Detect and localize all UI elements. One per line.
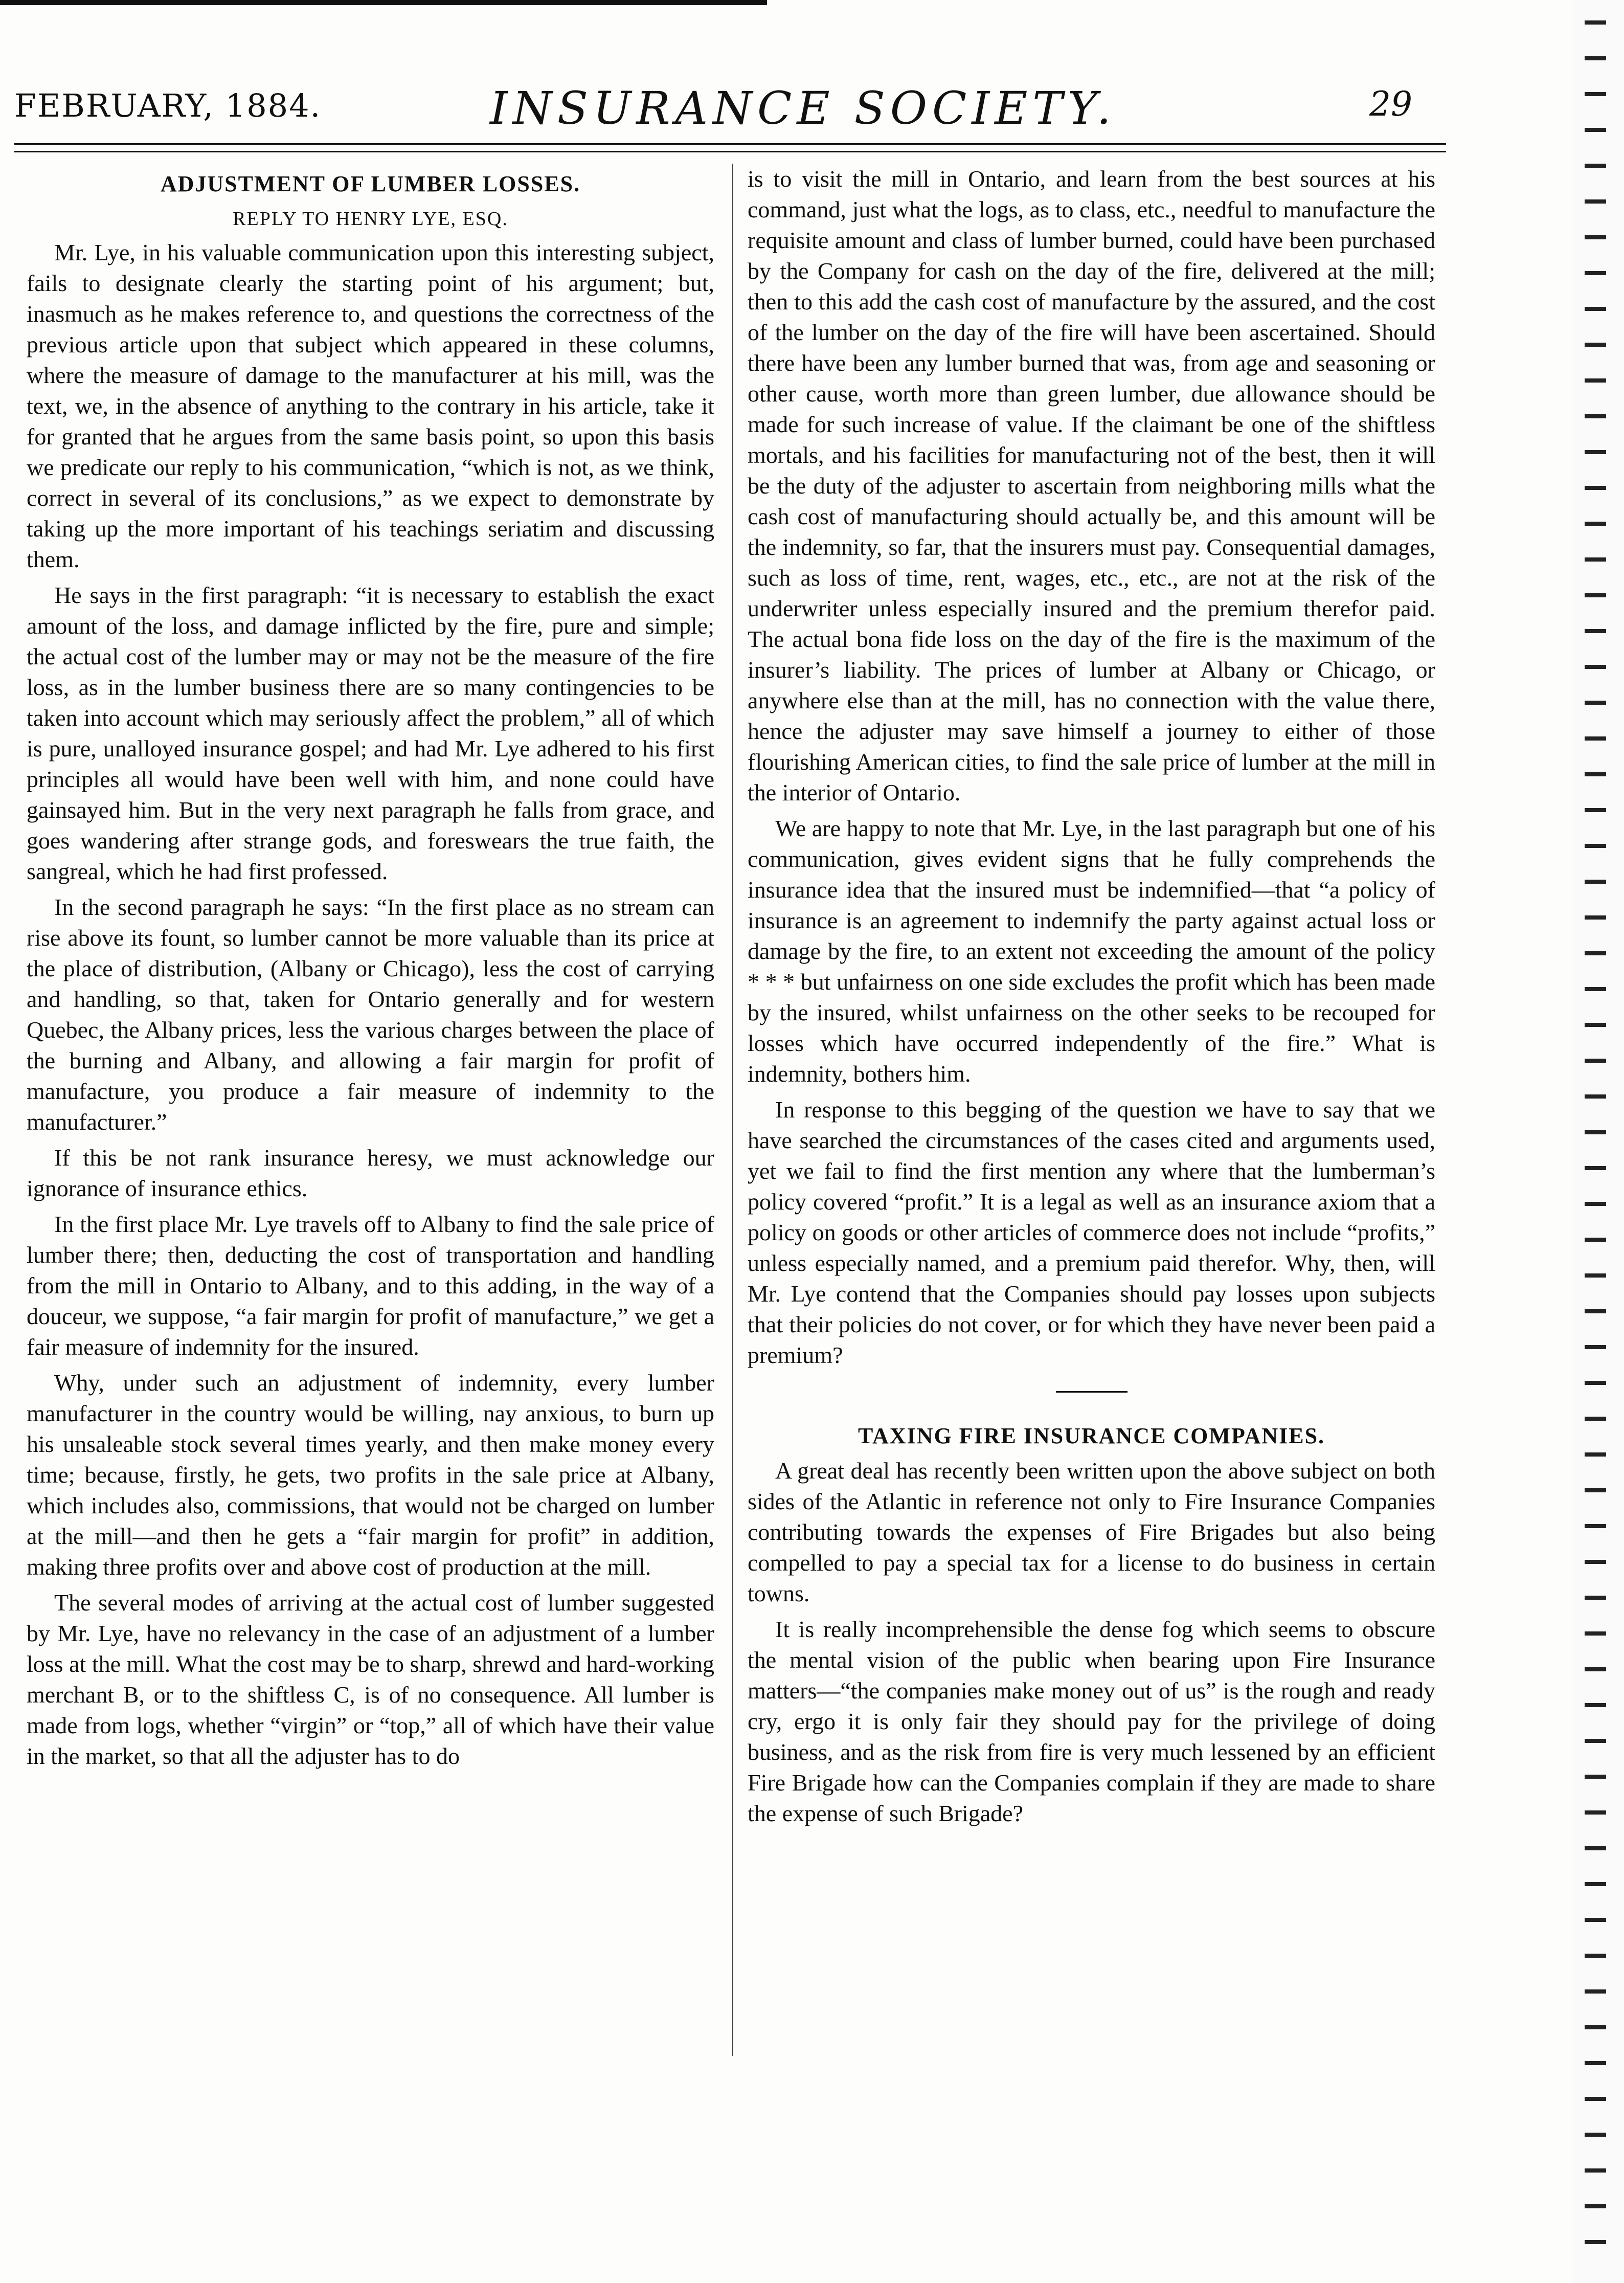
top-edge-rule: [0, 0, 767, 5]
binding-tick: [1585, 343, 1606, 347]
paragraph: Mr. Lye, in his valuable communication upon this interesting subject, fails to designate clearly the starting point of his argument; but, inasmuch as he makes reference to, and questions the correctness of the previous article upon that subject which appeared in these columns, where the measure of damage to the manufacturer at his mill, was the text, we, in the absence of anything to the contrary in his article, take it for granted that he argues from the same basis point, so upon this basis we predicate our reply to his communication, “which is not, as we think, correct in several of its conclusions,” as we expect to demonstrate by taking up the more important of his teachings seriatim and discussing them.: [27, 239, 714, 572]
paragraph: A great deal has recently been written upon the above subject on both sides of the Atlantic in reference not only to Fire Insurance Companies contributing towards the expenses of Fire Brigades but also being compelled to pay a special tax for a license to do business in certain towns.: [748, 1458, 1435, 1606]
article-subtitle: REPLY TO HENRY LYE, ESQ.: [233, 208, 508, 230]
article-title: TAXING FIRE INSURANCE COMPANIES.: [858, 1423, 1325, 1448]
left-column: [27, 169, 714, 1777]
binding-tick: [1585, 2133, 1606, 2137]
running-header: [14, 82, 1446, 143]
binding-tick: [1585, 772, 1606, 776]
binding-tick: [1585, 486, 1606, 490]
binding-tick: [1585, 92, 1606, 96]
binding-tick: [1585, 1309, 1606, 1313]
binding-tick: [1585, 307, 1606, 311]
binding-tick: [1585, 1130, 1606, 1134]
paragraph: The several modes of arriving at the actual cost of lumber suggested by Mr. Lye, have no relevancy in the case of an adjustment of a lumber loss at the mill. What the cost may be to sharp, shrewd and hard-working merchant B, or to the shiftless C, is of no consequence. All lumber is made from logs, whether “virgin” or “top,” all of which have their value in the market, so that all the adjuster has to do: [27, 1590, 714, 1769]
binding-tick: [1585, 593, 1606, 597]
binding-tick: [1585, 2097, 1606, 2101]
binding-tick: [1585, 2204, 1606, 2208]
binding-tick: [1585, 1238, 1606, 1242]
binding-tick: [1585, 1023, 1606, 1027]
binding-tick: [1585, 1524, 1606, 1528]
paragraph: We are happy to note that Mr. Lye, in the last paragraph but one of his communication, gives evident signs that he fully comprehends the insurance idea that the insured must be indemnified—that “a policy of insurance is an agreement to indemnify the party against actual loss or damage by the fire, to an extent not exceeding the amount of the policy * * * but unfairness on one side excludes the profit which has been made by the insured, whilst unfairness on the other seeks to be recouped for losses which have occurred independently of the fire.” What is indemnity, bothers him.: [748, 815, 1435, 1087]
binding-tick: [1585, 1417, 1606, 1421]
binding-tick: [1585, 1345, 1606, 1349]
binding-tick: [1585, 1560, 1606, 1564]
binding-tick: [1585, 1989, 1606, 1994]
binding-tick: [1585, 20, 1606, 25]
binding-tick: [1585, 1452, 1606, 1457]
binding-tick: [1585, 271, 1606, 275]
right-column: [748, 164, 1435, 1834]
binding-tick: [1585, 2025, 1606, 2029]
binding-tick: [1585, 1846, 1606, 1850]
binding-tick: [1585, 557, 1606, 562]
page-number: 29: [1369, 84, 1412, 124]
binding-tick: [1585, 1273, 1606, 1278]
binding-tick: [1585, 951, 1606, 955]
binding-tick: [1585, 915, 1606, 920]
binding-tick: [1585, 56, 1606, 60]
paragraph: In the second paragraph he says: “In the first place as no stream can rise above its fount, so lumber cannot be more valuable than its price at the place of distribution, (Albany or Chicago), less the cost of carrying and handling, so that, taken for Ontario generally and for western Quebec, the Albany prices, less the various charges between the place of the burning and Albany, and allowing a fair margin for profit of manufacture, you produce a fair measure of indemnity to the manufacturer.”: [27, 894, 714, 1135]
binding-tick: [1585, 1202, 1606, 1206]
binding-tick: [1585, 736, 1606, 741]
binding-tick: [1585, 629, 1606, 633]
binding-tick: [1585, 1094, 1606, 1099]
paragraph: If this be not rank insurance heresy, we must acknowledge our ignorance of insurance ethics.: [27, 1145, 714, 1201]
binding-tick: [1585, 1381, 1606, 1385]
paragraph: In the first place Mr. Lye travels off to Albany to find the sale price of lumber there; then, deducting the cost of transportation and handling from the mill in Ontario to Albany, and to this adding, in the way of a douceur, we suppose, “a fair margin for profit of manufacture,” we get a fair measure of indemnity for the insured.: [27, 1211, 714, 1360]
binding-tick: [1585, 199, 1606, 204]
binding-tick: [1585, 522, 1606, 526]
binding-tick: [1585, 1954, 1606, 1958]
binding-tick: [1585, 808, 1606, 812]
binding-tick: [1585, 1882, 1606, 1886]
paragraph: Why, under such an adjustment of indemnity, every lumber manufacturer in the country would be willing, nay anxious, to burn up his unsaleable stock several times yearly, and then make money every time; because, firstly, he gets, two profits in the sale price at Albany, which includes also, commissions, that would not be charged on lumber at the mill—and then he gets a “fair margin for profit” in addition, making three profits over and above cost of production at the mill.: [27, 1370, 714, 1580]
binding-tick: [1585, 880, 1606, 884]
binding-tick: [1585, 378, 1606, 383]
binding-tick: [1585, 414, 1606, 418]
binding-tick: [1585, 1667, 1606, 1671]
journal-title: INSURANCE SOCIETY.: [490, 82, 1116, 135]
column-divider: [732, 164, 733, 2056]
binding-tick: [1585, 2168, 1606, 2173]
paragraph: is to visit the mill in Ontario, and learn from the best sources at his command, just what the logs, as to class, etc., needful to manufacture the requisite amount and class of lumber burned, could have been purchased by the Company for cash on the day of the fire, delivered at the mill; then to this add the cash cost of manufacture by the assured, and the cost of the lumber on the day of the fire will have been ascertained. Should there have been any lumber burned that was, from age and seasoning or other cause, worth more than green lumber, due allowance should be made for such increase of value. If the claimant be one of the shiftless mortals, and his facilities for manufacturing not of the best, then it will be the duty of the adjuster to ascertain from neighboring mills what the cash cost of manufacturing should actually be, and this amount will be the indemnity, so far, that the insurers must pay. Consequential damages, such as loss of time, rent, wages, etc., etc., are not at the risk of the underwriter unless especially insured and the premium therefor paid. The actual bona fide loss on the day of the fire is the maximum of the insurer’s liability. The prices of lumber at Albany or Chicago, or anywhere else than at the mill, has no connection with the value there, hence the adjuster may save himself a journey to either of those flourishing American cities, to find the sale price of lumber at the mill in the interior of Ontario.: [748, 166, 1435, 805]
binding-tick: [1585, 1596, 1606, 1600]
header-double-rule: [14, 143, 1446, 152]
binding-tick: [1585, 1488, 1606, 1492]
binding-tick: [1585, 128, 1606, 132]
binding-tick: [1585, 844, 1606, 848]
binding-tick: [1585, 1739, 1606, 1743]
binding-tick: [1585, 1059, 1606, 1063]
issue-date: FEBRUARY, 1884.: [14, 87, 322, 124]
binding-tick: [1585, 235, 1606, 239]
binding-tick: [1585, 665, 1606, 669]
binding-tick: [1585, 1810, 1606, 1815]
binding-tick: [1585, 450, 1606, 454]
binding-tick: [1585, 987, 1606, 991]
binding-tick: [1585, 1703, 1606, 1707]
paragraph: He says in the first paragraph: “it is necessary to establish the exact amount of the loss, and damage inflicted by the fire, pure and simple; the actual cost of the lumber may or may not be the measure of the fire loss, as in the lumber business there are so many contingencies to be taken into account which may seriously affect the problem,” all of which is pure, unalloyed insurance gospel; and had Mr. Lye adhered to his first principles all would have been well with him, and none could have gainsayed him. But in the very next paragraph he falls from grace, and goes wandering after strange gods, and foreswears the true faith, the sangreal, which he had first professed.: [27, 582, 714, 884]
paragraph: It is really incomprehensible the dense fog which seems to obscure the mental vision of the public when bearing upon Fire Insurance matters—“the companies make money out of us” is the rough and ready cry, ergo it is only fair they should pay for the privilege of doing business, and as the risk from fire is very much lessened by an efficient Fire Brigade how can the Companies complain if they are made to share the expense of such Brigade?: [748, 1616, 1435, 1826]
binding-tick: [1585, 1918, 1606, 1922]
binding-tick: [1585, 701, 1606, 705]
binding-tick: [1585, 1775, 1606, 1779]
binding-tick: [1585, 164, 1606, 168]
binding-tick: [1585, 2061, 1606, 2065]
binding-tick: [1585, 1166, 1606, 1170]
article-title: ADJUSTMENT OF LUMBER LOSSES.: [160, 171, 581, 196]
section-separator: [1056, 1391, 1127, 1393]
paragraph: In response to this begging of the question we have to say that we have searched the circumstances of the cases cited and arguments used, yet we fail to find the first mention any where that the lumberman’s policy covered “profit.” It is a legal as well as an insurance axiom that a policy on goods or other articles of commerce does not include “profits,” unless especially named, and a premium paid therefor. Why, then, will Mr. Lye contend that the Companies should pay losses upon subjects that their policies do not cover, or for which they have never been paid a premium?: [748, 1096, 1435, 1368]
binding-tick: [1585, 2240, 1606, 2244]
binding-tick: [1585, 1631, 1606, 1636]
